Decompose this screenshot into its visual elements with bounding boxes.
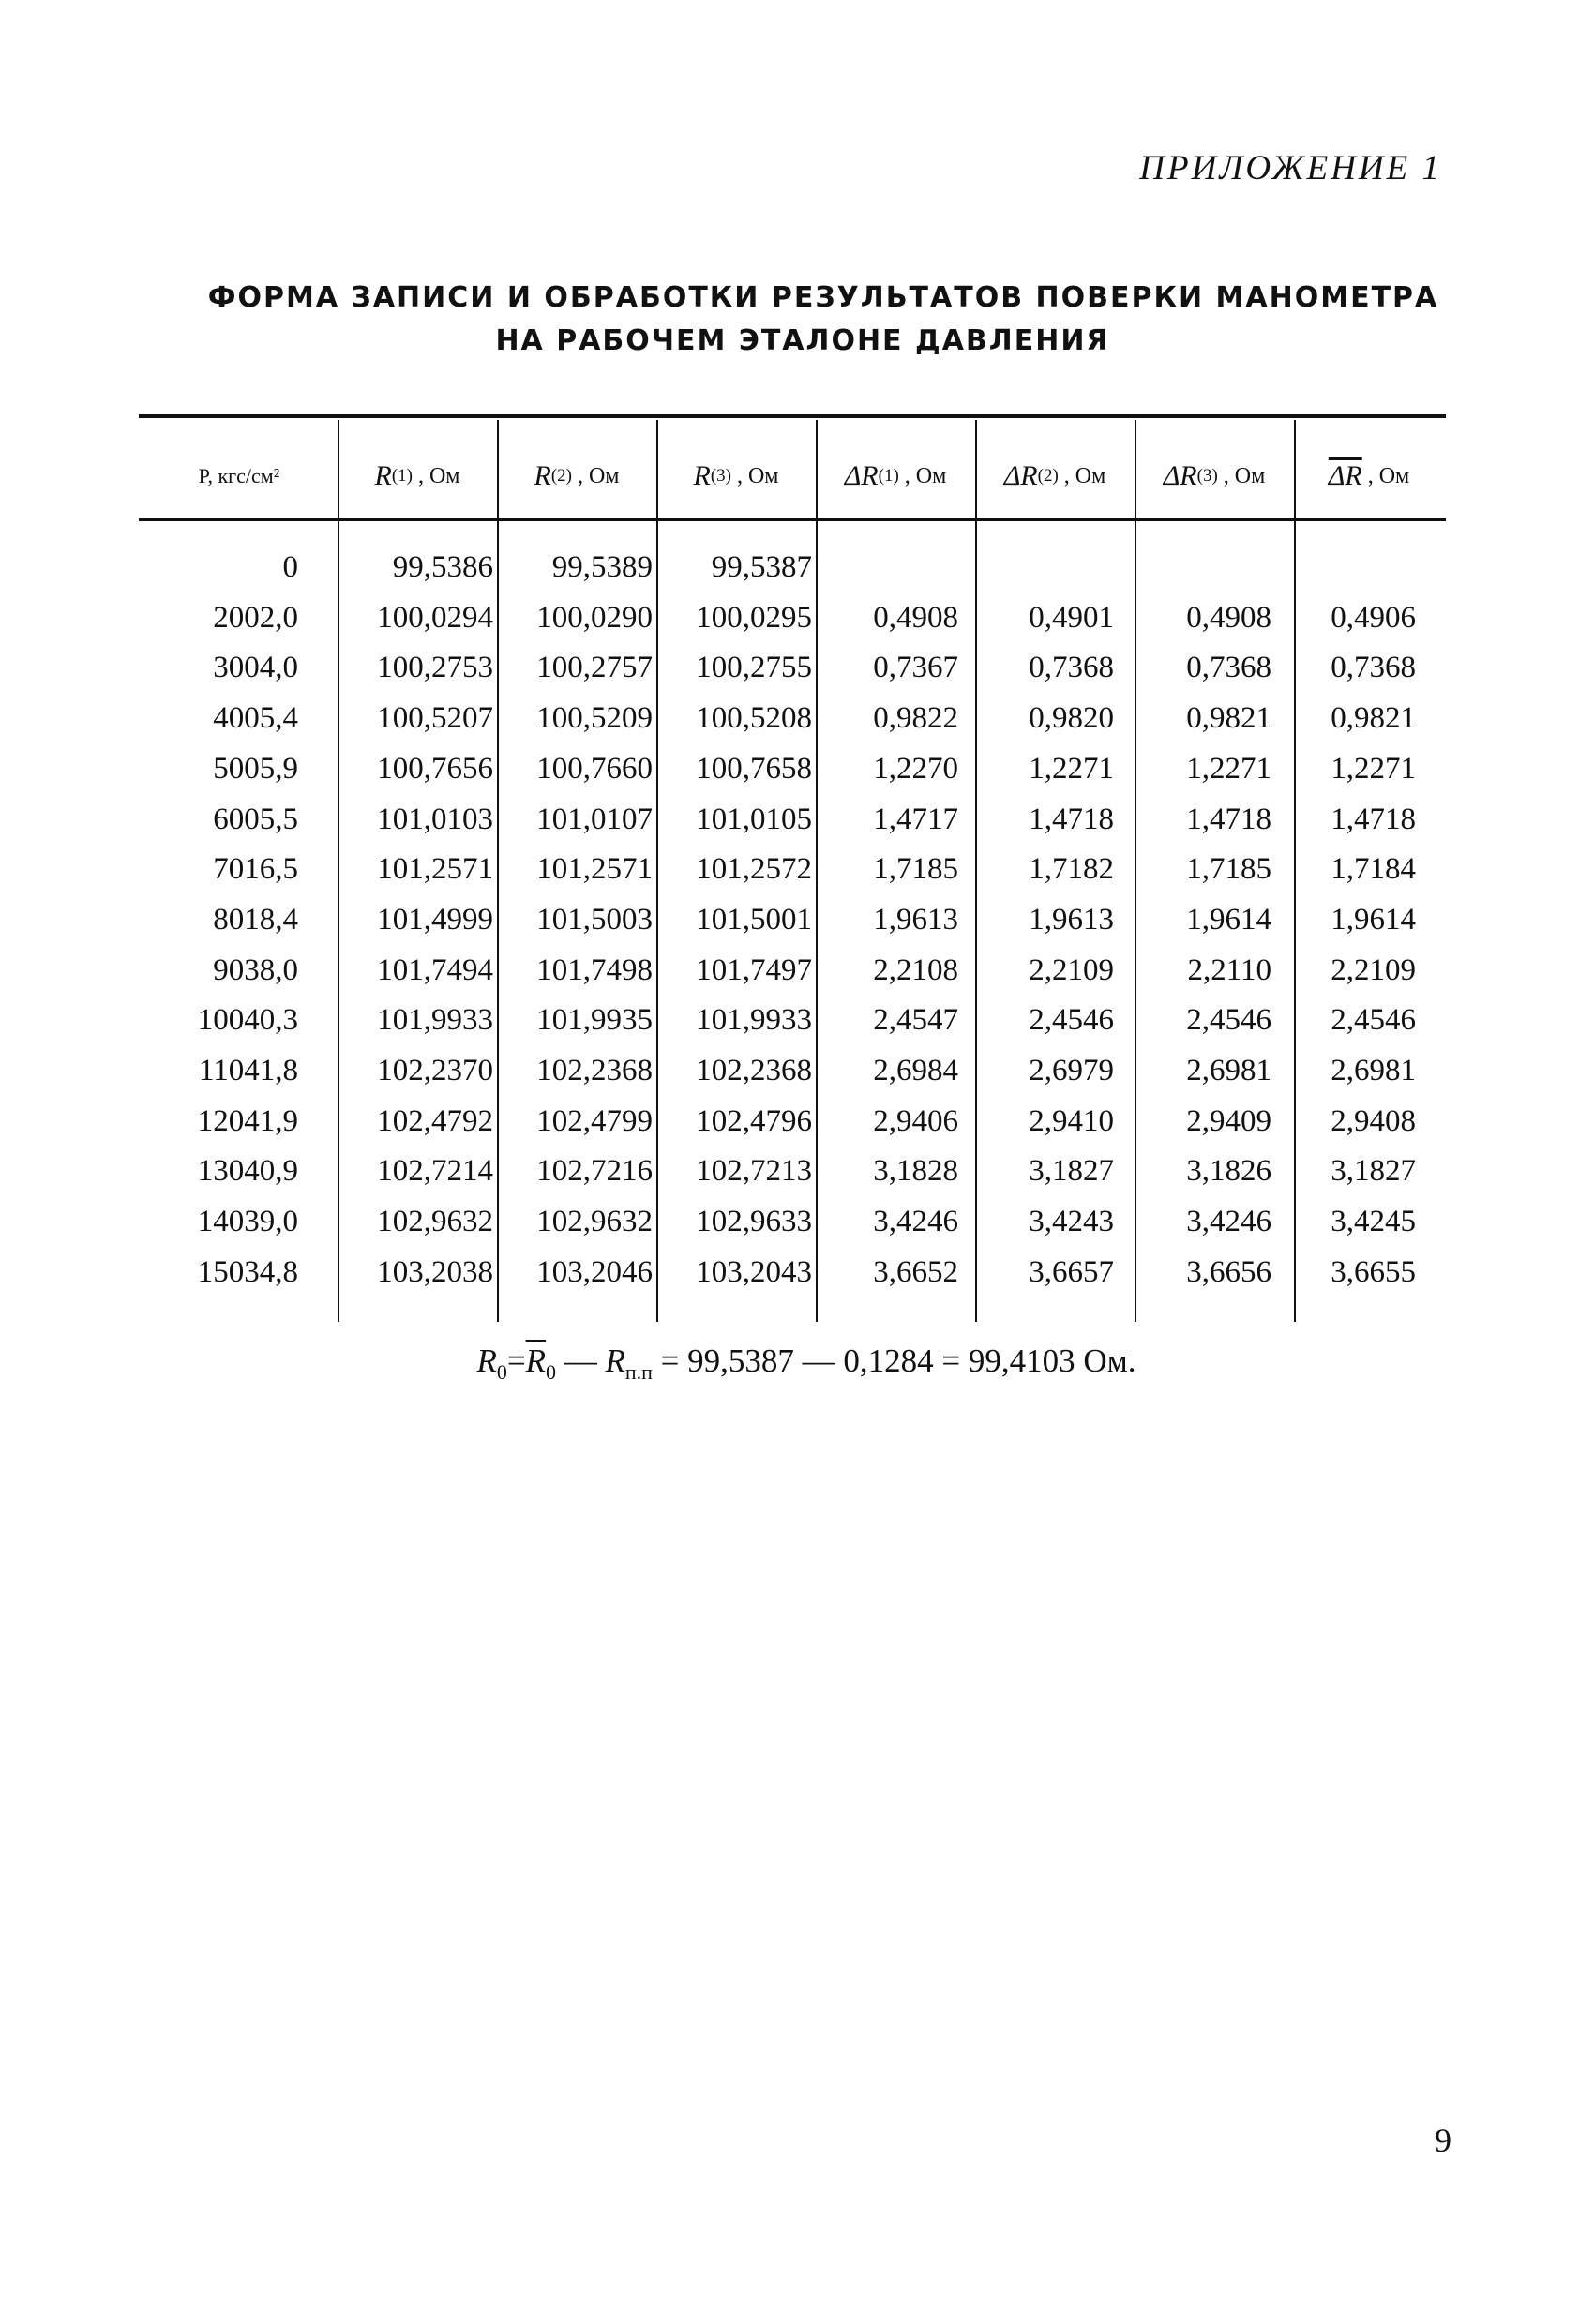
cell-delta-r1: 0,4908	[873, 600, 958, 635]
cell-r2: 99,5389	[551, 550, 653, 584]
cell-r2: 102,4799	[536, 1103, 653, 1138]
cell-r3: 102,7213	[696, 1154, 812, 1189]
cell-r1: 100,2753	[377, 651, 493, 685]
cell-r1: 101,9933	[377, 1003, 493, 1038]
cell-r2: 101,0107	[536, 802, 653, 836]
cell-mean-delta-r: 3,6655	[1331, 1254, 1416, 1289]
cell-r3: 100,2755	[696, 651, 812, 685]
cell-r3: 100,5208	[696, 701, 812, 736]
cell-delta-r3: 1,9614	[1186, 902, 1271, 937]
cell-pressure: 0	[282, 550, 298, 584]
cell-r2: 103,2046	[536, 1254, 653, 1289]
header-r3: R (3) , Ом	[693, 460, 779, 491]
cell-delta-r2: 3,4243	[1029, 1205, 1114, 1239]
cell-r3: 103,2043	[696, 1254, 812, 1289]
cell-r1: 100,0294	[377, 600, 493, 635]
cell-r3: 101,0105	[696, 802, 812, 836]
cell-delta-r2: 1,4718	[1029, 802, 1114, 836]
cell-delta-r2: 3,1827	[1029, 1154, 1114, 1189]
cell-pressure: 11041,8	[198, 1054, 298, 1087]
cell-delta-r3: 1,4718	[1186, 802, 1271, 836]
header-pressure	[141, 450, 338, 502]
cell-mean-delta-r: 0,4906	[1331, 600, 1416, 635]
cell-r3: 100,0295	[696, 600, 812, 635]
cell-pressure: 3004,0	[213, 651, 298, 685]
cell-delta-r3: 2,4546	[1186, 1003, 1271, 1038]
cell-delta-r3: 2,9409	[1186, 1103, 1271, 1138]
cell-mean-delta-r: 0,9821	[1331, 701, 1416, 736]
cell-pressure: 6005,5	[213, 802, 298, 836]
cell-r3: 102,9633	[696, 1205, 812, 1239]
cell-delta-r2: 0,4901	[1029, 600, 1114, 635]
cell-pressure: 5005,9	[213, 751, 298, 786]
cell-mean-delta-r: 0,7368	[1331, 651, 1416, 685]
document-title-line-1: ФОРМА ЗАПИСИ И ОБРАБОТКИ РЕЗУЛЬТАТОВ ПОВЕРКИ МАНОМЕТРА	[207, 281, 1439, 314]
cell-mean-delta-r: 2,2109	[1331, 952, 1416, 987]
cell-delta-r1: 0,7367	[873, 651, 958, 685]
document-title-line-2: НА РАБОЧЕМ ЭТАЛОНЕ ДАВЛЕНИЯ	[495, 324, 1110, 357]
cell-delta-r2: 0,9820	[1029, 701, 1114, 736]
cell-r1: 99,5386	[392, 550, 493, 584]
cell-pressure: 12041,9	[197, 1103, 298, 1138]
cell-r3: 102,2368	[696, 1054, 812, 1087]
cell-delta-r1: 3,1828	[873, 1154, 958, 1189]
cell-r1: 102,7214	[377, 1154, 493, 1189]
cell-r1: 101,4999	[377, 902, 493, 937]
cell-r2: 102,9632	[536, 1205, 653, 1239]
cell-mean-delta-r: 2,4546	[1331, 1003, 1416, 1038]
cell-pressure: 15034,8	[197, 1254, 298, 1289]
cell-delta-r2: 0,7368	[1029, 651, 1114, 685]
cell-delta-r2: 3,6657	[1029, 1254, 1114, 1289]
cell-pressure: 14039,0	[197, 1205, 298, 1239]
cell-delta-r1: 2,4547	[873, 1003, 958, 1038]
cell-delta-r1: 3,4246	[873, 1205, 958, 1239]
header-delta-r2: ΔR (2) , Ом	[1003, 460, 1106, 491]
cell-delta-r3: 3,4246	[1186, 1205, 1271, 1239]
cell-delta-r3: 0,7368	[1186, 651, 1271, 685]
cell-r1: 101,2571	[377, 852, 493, 887]
header-pressure-label: P, кгс/см²	[198, 464, 280, 487]
cell-r3: 99,5387	[711, 550, 812, 584]
table-top-rule	[139, 414, 1446, 418]
column-separator	[497, 420, 499, 1322]
cell-mean-delta-r: 1,7184	[1331, 852, 1416, 887]
cell-delta-r3: 1,2271	[1186, 751, 1271, 786]
cell-r1: 101,7494	[377, 952, 493, 987]
cell-delta-r1: 1,9613	[873, 902, 958, 937]
cell-delta-r1: 1,2270	[873, 751, 958, 786]
cell-delta-r3: 0,4908	[1186, 600, 1271, 635]
cell-delta-r1: 2,9406	[873, 1103, 958, 1138]
appendix-label: ПРИЛОЖЕНИЕ 1	[1139, 149, 1442, 187]
cell-delta-r1: 0,9822	[873, 701, 958, 736]
cell-delta-r2: 2,9410	[1029, 1103, 1114, 1138]
cell-r1: 103,2038	[377, 1254, 493, 1289]
cell-mean-delta-r: 3,4245	[1331, 1205, 1416, 1239]
cell-r2: 100,0290	[536, 600, 653, 635]
cell-r2: 101,5003	[536, 902, 653, 937]
cell-r2: 100,5209	[536, 701, 653, 736]
cell-pressure: 13040,9	[197, 1154, 298, 1189]
cell-r3: 101,9933	[696, 1003, 812, 1038]
cell-delta-r2: 1,7182	[1029, 852, 1114, 887]
header-bottom-rule	[139, 518, 1446, 521]
column-separator	[656, 420, 658, 1322]
cell-r3: 101,2572	[696, 852, 812, 887]
cell-delta-r1: 3,6652	[873, 1254, 958, 1289]
cell-r1: 100,7656	[377, 751, 493, 786]
cell-mean-delta-r: 1,2271	[1331, 751, 1416, 786]
cell-delta-r2: 1,9613	[1029, 902, 1114, 937]
cell-r1: 101,0103	[377, 802, 493, 836]
cell-mean-delta-r: 1,4718	[1331, 802, 1416, 836]
cell-pressure: 4005,4	[213, 701, 298, 736]
cell-delta-r1: 2,6984	[873, 1054, 958, 1087]
cell-delta-r2: 2,6979	[1029, 1054, 1114, 1087]
cell-mean-delta-r	[1266, 542, 1416, 592]
cell-mean-delta-r: 1,9614	[1331, 902, 1416, 937]
header-delta-r3: ΔR (3) , Ом	[1163, 460, 1266, 491]
cell-mean-delta-r: 3,1827	[1331, 1154, 1416, 1189]
cell-r3: 100,7658	[696, 751, 812, 786]
formula-r0: $R_0=\overline{R}_0$ — $R_{п.п} = 99,5387$ — 0,1284 = 99,4103 Ом.	[476, 1342, 1136, 1384]
cell-r1: 102,9632	[377, 1205, 493, 1239]
header-delta-r1: ΔR (1) , Ом	[844, 460, 947, 491]
cell-r2: 100,7660	[536, 751, 653, 786]
column-separator	[338, 420, 339, 1322]
cell-r3: 101,7497	[696, 952, 812, 987]
cell-pressure: 8018,4	[213, 902, 298, 937]
cell-r1: 100,5207	[377, 701, 493, 736]
cell-pressure: 10040,3	[197, 1003, 298, 1038]
cell-delta-r3: 2,2110	[1187, 952, 1271, 987]
cell-delta-r3: 2,6981	[1186, 1054, 1271, 1087]
header-r2: R (2) , Ом	[534, 460, 620, 491]
cell-delta-r3: 1,7185	[1186, 852, 1271, 887]
cell-delta-r2	[964, 542, 1114, 592]
cell-delta-r3: 3,1826	[1186, 1154, 1271, 1189]
cell-delta-r1	[808, 542, 958, 592]
page-number: 9	[1435, 2122, 1451, 2159]
cell-delta-r1: 1,7185	[873, 852, 958, 887]
header-mean-delta-r: $\overline{\Delta R}$ , Ом	[1328, 460, 1410, 491]
cell-r2: 101,7498	[536, 952, 653, 987]
cell-mean-delta-r: 2,9408	[1331, 1103, 1416, 1138]
cell-delta-r3: 3,6656	[1186, 1254, 1271, 1289]
cell-delta-r2: 1,2271	[1029, 751, 1114, 786]
cell-r2: 101,2571	[536, 852, 653, 887]
cell-delta-r3: 0,9821	[1186, 701, 1271, 736]
cell-r3: 102,4796	[696, 1103, 812, 1138]
cell-delta-r2: 2,2109	[1029, 952, 1114, 987]
cell-r1: 102,2370	[377, 1054, 493, 1087]
cell-delta-r1: 2,2108	[873, 952, 958, 987]
cell-mean-delta-r: 2,6981	[1331, 1054, 1416, 1087]
cell-r2: 101,9935	[536, 1003, 653, 1038]
cell-pressure: 7016,5	[213, 852, 298, 887]
cell-r3: 101,5001	[696, 902, 812, 937]
cell-delta-r1: 1,4717	[873, 802, 958, 836]
cell-delta-r2: 2,4546	[1029, 1003, 1114, 1038]
cell-r2: 100,2757	[536, 651, 653, 685]
cell-delta-r3	[1121, 542, 1271, 592]
cell-r2: 102,7216	[536, 1154, 653, 1189]
cell-r1: 102,4792	[377, 1103, 493, 1138]
cell-pressure: 9038,0	[213, 952, 298, 987]
cell-pressure: 2002,0	[213, 600, 298, 635]
cell-r2: 102,2368	[536, 1054, 653, 1087]
header-r1: R (1) , Ом	[374, 460, 460, 491]
